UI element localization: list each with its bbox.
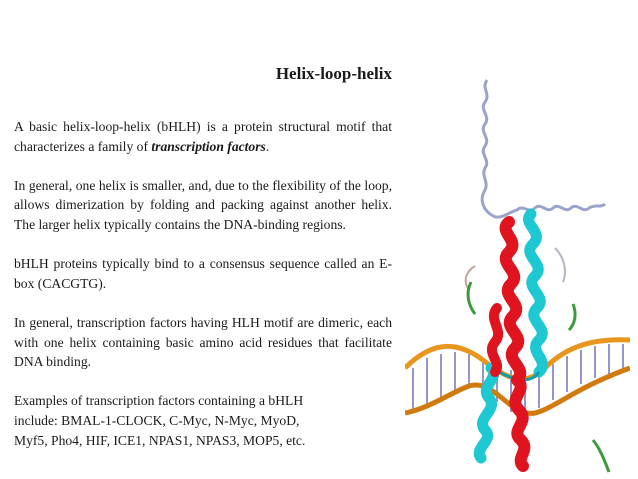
grey-coil-upper xyxy=(482,80,493,216)
definition-period: . xyxy=(265,138,270,154)
definition-text: A basic helix-loop-helix (bHLH) is a protein structural motif that characterizes a family of xyxy=(14,119,392,154)
paragraph-ebox: bHLH proteins typically bind to a consensus sequence called an E-box (CACGTG). xyxy=(14,256,392,291)
paragraph-definition xyxy=(14,117,392,156)
paragraph-examples xyxy=(14,391,392,450)
grey-coil-branch xyxy=(493,204,605,217)
green-strand-right xyxy=(569,304,575,330)
slide-title: Helix-loop-helix xyxy=(275,64,392,83)
green-strand-bottom xyxy=(593,440,609,472)
text-column xyxy=(14,117,392,450)
red-helix xyxy=(492,222,525,466)
paragraph-dimeric: In general, transcription factors having HLH motif are dimeric, each with one helix containing basic amino acid residues that facilitate DNA binding. xyxy=(14,314,392,370)
examples-line-2: include: BMAL-1-CLOCK, C-Myc, N-Myc, MyoD, xyxy=(14,412,300,428)
bhlh-protein-dna-structure-image xyxy=(405,68,630,478)
examples-line-1: Examples of transcription factors containing a bHLH xyxy=(14,393,304,409)
transcription-factors-emphasis: transcription factors xyxy=(151,138,266,154)
green-strand-left xyxy=(468,282,475,314)
loop-strand-right xyxy=(555,248,565,282)
examples-line-3: Myf5, Pho4, HIF, ICE1, NPAS1, NPAS3, MOP5, etc. xyxy=(14,432,306,448)
paragraph-dimerization: In general, one helix is smaller, and, due to the flexibility of the loop, allows dimerization by folding and packing against another helix. The larger helix typically contains the DNA-binding regions. xyxy=(14,177,392,232)
